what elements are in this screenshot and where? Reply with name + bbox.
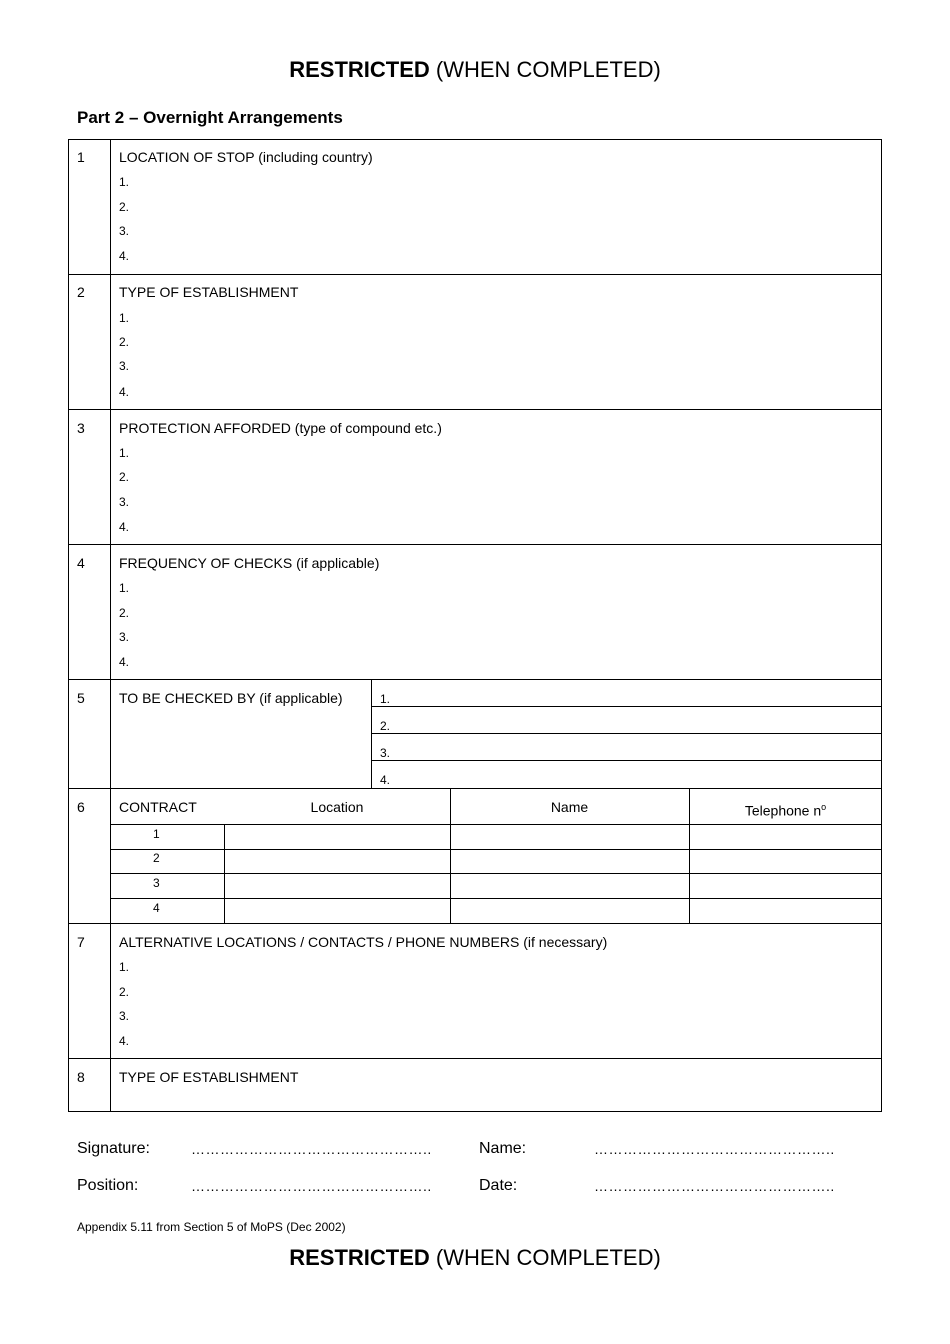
row-divider xyxy=(110,898,882,899)
column-divider xyxy=(450,788,451,923)
checker-line[interactable]: 4. xyxy=(380,773,391,787)
section-divider xyxy=(68,923,882,924)
section-title: PROTECTION AFFORDED (type of compound etc.) xyxy=(119,420,442,436)
section-number: 8 xyxy=(77,1069,85,1085)
date-field[interactable]: ………………………………………….. xyxy=(594,1178,835,1194)
contract-row-number: 4 xyxy=(153,901,160,915)
contract-row-number: 1 xyxy=(153,827,160,841)
position-label: Position: xyxy=(77,1177,139,1194)
name-field[interactable]: ………………………………………….. xyxy=(594,1141,835,1157)
entry-line[interactable]: 3. xyxy=(119,1009,130,1023)
part-title: Part 2 – Overnight Arrangements xyxy=(77,108,343,127)
page-header xyxy=(0,57,950,83)
location-column-header: Location xyxy=(310,799,364,815)
section-number: 3 xyxy=(77,420,85,436)
entry-line[interactable]: 3. xyxy=(119,630,130,644)
entry-line[interactable]: 3. xyxy=(119,224,130,238)
section-number: 7 xyxy=(77,934,85,950)
page-footer xyxy=(0,1245,950,1271)
checker-line[interactable]: 2. xyxy=(380,719,391,733)
entry-line[interactable]: 4. xyxy=(119,1034,130,1048)
section-divider xyxy=(68,274,882,275)
entry-line[interactable]: 4. xyxy=(119,385,130,399)
restricted-label: RESTRICTED xyxy=(289,1245,430,1270)
telephone-column-header: Telephone $n^o$ xyxy=(744,802,827,819)
contract-row-number: 3 xyxy=(153,876,160,890)
checker-line[interactable]: 3. xyxy=(380,746,391,760)
number-column-divider xyxy=(110,139,111,1112)
entry-line[interactable]: 2. xyxy=(119,200,130,214)
entry-line[interactable]: 2. xyxy=(119,470,130,484)
section-number: 4 xyxy=(77,555,85,571)
section-number: 1 xyxy=(77,149,85,165)
row-divider xyxy=(110,824,882,825)
section-divider xyxy=(68,679,882,680)
row-divider xyxy=(110,873,882,874)
restricted-label: RESTRICTED xyxy=(289,57,430,82)
entry-line[interactable]: 1. xyxy=(119,446,130,460)
entry-line[interactable]: 2. xyxy=(119,985,130,999)
entry-line[interactable]: 1. xyxy=(119,175,130,189)
appendix-footnote: Appendix 5.11 from Section 5 of MoPS (Dec 2002) xyxy=(77,1220,346,1234)
section-title: ALTERNATIVE LOCATIONS / CONTACTS / PHONE NUMBERS (if necessary) xyxy=(119,934,608,950)
section-title: TO BE CHECKED BY (if applicable) xyxy=(119,690,343,706)
section-number: 5 xyxy=(77,690,85,706)
entry-line[interactable]: 3. xyxy=(119,495,130,509)
contract-row-number: 2 xyxy=(153,851,160,865)
signature-label: Signature: xyxy=(77,1140,150,1157)
entry-line[interactable]: 1. xyxy=(119,311,130,325)
entry-line[interactable]: 1. xyxy=(119,581,130,595)
name-column-header: Name xyxy=(550,799,589,815)
entry-line[interactable]: 4. xyxy=(119,249,130,263)
entry-line[interactable]: 4. xyxy=(119,655,130,669)
when-completed-label: (WHEN COMPLETED) xyxy=(435,1245,661,1270)
signature-field[interactable]: ………………………………………….. xyxy=(191,1141,432,1157)
section-title: TYPE OF ESTABLISHMENT xyxy=(119,284,299,300)
section-divider xyxy=(68,788,882,789)
column-divider xyxy=(689,788,690,923)
entry-line[interactable]: 3. xyxy=(119,359,130,373)
row-divider xyxy=(371,760,882,761)
section-divider xyxy=(68,544,882,545)
section-number: 6 xyxy=(77,799,85,815)
checker-line[interactable]: 1. xyxy=(380,692,391,706)
entry-line[interactable]: 4. xyxy=(119,520,130,534)
section-title: TYPE OF ESTABLISHMENT xyxy=(119,1069,299,1085)
contract-title: CONTRACT xyxy=(119,799,197,815)
position-field[interactable]: ………………………………………….. xyxy=(191,1178,432,1194)
entry-line[interactable]: 2. xyxy=(119,335,130,349)
date-label: Date: xyxy=(479,1177,518,1194)
entry-line[interactable]: 1. xyxy=(119,960,130,974)
section-number: 2 xyxy=(77,284,85,300)
section-divider xyxy=(68,1058,882,1059)
section-title: LOCATION OF STOP (including country) xyxy=(119,149,373,165)
name-label: Name: xyxy=(479,1140,527,1157)
row-divider xyxy=(371,706,882,707)
section-title: FREQUENCY OF CHECKS (if applicable) xyxy=(119,555,380,571)
row-divider xyxy=(371,733,882,734)
section-divider xyxy=(68,409,882,410)
row-divider xyxy=(110,849,882,850)
entry-line[interactable]: 2. xyxy=(119,606,130,620)
when-completed-label: (WHEN COMPLETED) xyxy=(435,57,661,82)
